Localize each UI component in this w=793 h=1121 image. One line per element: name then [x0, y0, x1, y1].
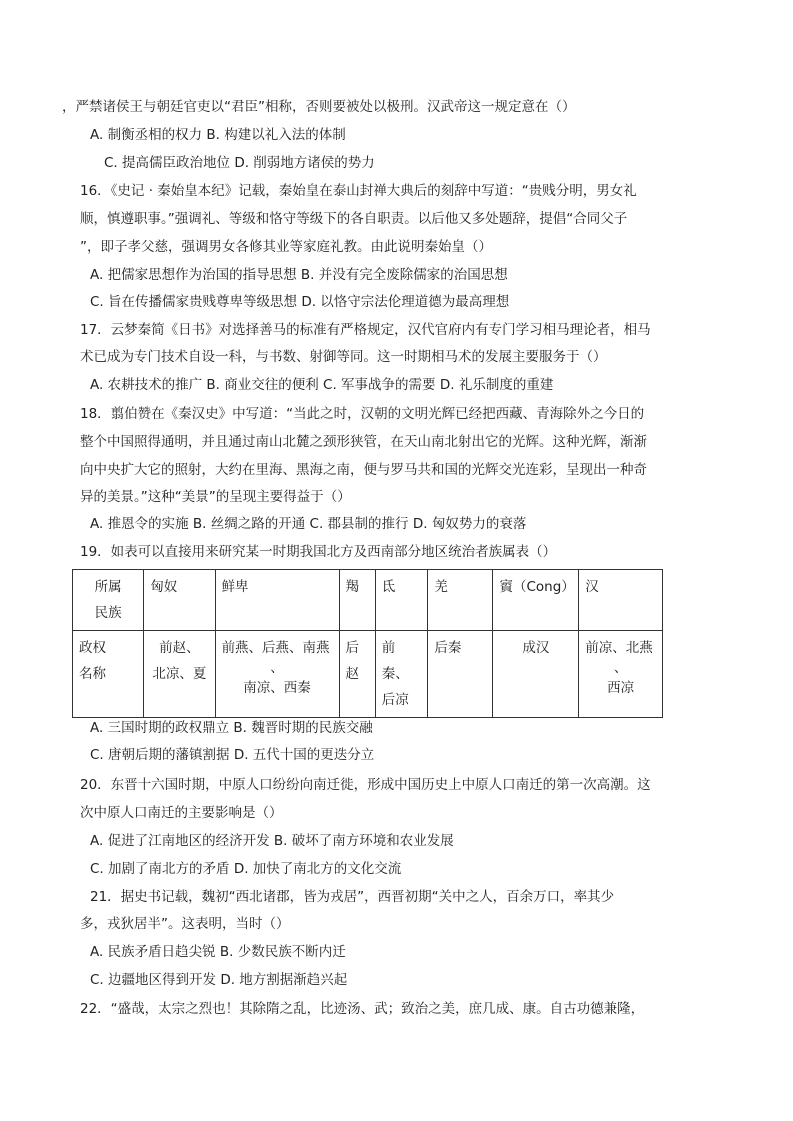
table-header-ethnicity	[73, 570, 144, 631]
q17-stem-line2: 术已成为专门技术自设一科，与书数、射御等同。这一时期相马术的发展主要服务于（）	[80, 349, 607, 365]
q19-option-a[interactable]: A. 三国时期的政权鼎立	[90, 720, 230, 736]
q20-stem-line1: 20．东晋十六国时期，中原人口纷纷向南迁徙，形成中国历史上中原人口南迁的第一次高潮。这	[80, 777, 651, 793]
cell-xiongnu: 匈奴	[144, 570, 215, 631]
cell-xiongnu-regimes	[144, 631, 215, 718]
table-row-regime	[73, 631, 663, 718]
q18-stem-line1: 18．翦伯赞在《秦汉史》中写道：“当此之时，汉朝的文明光辉已经把西藏、青海除外之今日的	[80, 406, 645, 422]
cell-han: 汉	[579, 570, 663, 631]
cell-han-regimes	[579, 631, 663, 718]
q19-options-row2	[90, 745, 374, 765]
q21-option-a[interactable]: A. 民族矛盾日趋尖锐	[90, 944, 216, 960]
regime-text: 前赵、	[159, 640, 200, 656]
header-text-2: 民族	[94, 605, 122, 621]
header-text-3: 政权	[79, 640, 106, 656]
cell-jie: 羯	[339, 570, 375, 631]
q15-options-row2	[104, 153, 375, 173]
ethnic-regime-table	[72, 569, 663, 718]
q17-option-a[interactable]: A. 农耕技术的推广	[90, 377, 203, 393]
header-text-1: 所属	[94, 579, 122, 595]
q15-option-b[interactable]: B. 构建以礼入法的体制	[206, 127, 346, 143]
cell-xianbei: 鲜卑	[215, 570, 339, 631]
q18-option-a[interactable]: A. 推恩令的实施	[90, 516, 189, 532]
q18-option-d[interactable]: D. 匈奴势力的衰落	[412, 516, 527, 532]
q18-option-c[interactable]: C. 郡县制的推行	[309, 516, 409, 532]
q17-option-c[interactable]: C. 军事战争的需要	[323, 377, 436, 393]
q21-option-b[interactable]: B. 少数民族不断内迁	[219, 944, 346, 960]
q19-stem: 19．如表可以直接用来研究某一时期我国北方及西南部分地区统治者族属表（）	[80, 544, 557, 560]
q20-options-row2	[90, 859, 401, 879]
q16-stem-line3: ”，即子孝父慈，强调男女各修其业等家庭礼教。由此说明秦始皇（）	[80, 239, 492, 255]
q16-option-c[interactable]: C. 旨在传播儒家贵贱尊卑等级思想	[90, 294, 298, 310]
q21-options-row2	[90, 970, 347, 990]
cell-xianbei-regimes	[215, 631, 339, 718]
q21-stem-line2: 多，戎狄居半”。这表明，当时（）	[80, 916, 290, 932]
q21-options-row1	[90, 942, 346, 962]
cell-cong: 賨（Cong）	[493, 570, 579, 631]
q15-option-d[interactable]: D. 削弱地方诸侯的势力	[234, 155, 375, 171]
q19-option-b[interactable]: B. 魏晋时期的民族交融	[233, 720, 373, 736]
q20-option-a[interactable]: A. 促进了江南地区的经济开发	[90, 833, 270, 849]
q20-stem-line2: 次中原人口南迁的主要影响是（）	[80, 805, 283, 821]
q18-options	[90, 514, 526, 534]
regime-text: 前凉、北燕	[585, 640, 653, 656]
q20-option-c[interactable]: C. 加剧了南北方的矛盾	[90, 861, 230, 877]
regime-text: 北凉、夏	[152, 666, 207, 682]
q19-options-row1	[90, 718, 373, 738]
regime-text: 前燕、后燕、南燕	[221, 640, 330, 656]
q16-option-d[interactable]: D. 以恪守宗法伦理道德为最高理想	[301, 294, 510, 310]
cell-jie-regimes: 后赵	[339, 631, 375, 718]
q20-options-row1	[90, 831, 454, 851]
regime-text: 西凉	[607, 680, 635, 696]
q16-options-row1	[90, 265, 508, 285]
q20-option-d[interactable]: D. 加快了南北方的文化交流	[233, 861, 402, 877]
q17-stem-line1: 17．云梦秦简《日书》对选择善马的标准有严格规定，汉代官府内有专门学习相马理论者，相马	[80, 322, 651, 338]
q17-options	[90, 375, 553, 395]
cell-qiang: 羌	[428, 570, 493, 631]
q17-option-d[interactable]: D. 礼乐制度的重建	[439, 377, 554, 393]
table-row-ethnicity	[73, 570, 663, 631]
q21-option-d[interactable]: D. 地方割据渐趋兴起	[220, 972, 348, 988]
q16-stem-line2: 顺，慎遵职事。”强调礼、等级和恪守等级下的各自职责。以后他又多处题辞，提倡“合同父子	[80, 211, 628, 227]
q18-stem-line2: 整个中国照得通明，并且通过南山北麓之颈形狭管，在天山南北射出它的光辉。这种光辉，渐渐	[80, 434, 647, 450]
q15-option-a[interactable]: A. 制衡丞相的权力	[90, 127, 203, 143]
q15-option-c[interactable]: C. 提高儒臣政治地位	[104, 155, 231, 171]
q19-option-d[interactable]: D. 五代十国的更迭分立	[233, 747, 375, 763]
q18-stem-line3: 向中央扩大它的照射，大约在里海、黑海之南，便与罗马共和国的光辉交光连彩，呈现出一种奇	[80, 462, 647, 478]
q16-option-b[interactable]: B. 并没有完全废除儒家的治国思想	[300, 267, 508, 283]
cell-di: 氐	[375, 570, 428, 631]
cell-qiang-regimes: 后秦	[428, 631, 493, 718]
q18-stem-line4: 异的美景。”这种“美景”的呈现主要得益于（）	[80, 489, 351, 505]
q20-option-b[interactable]: B. 破坏了南方环境和农业发展	[273, 833, 454, 849]
q22-stem-line1: 22．“盛哉，太宗之烈也！其除隋之乱，比迹汤、武；致治之美，庶几成、康。自古功德兼隆，	[80, 1001, 645, 1017]
regime-text: 、	[613, 660, 628, 676]
q16-option-a[interactable]: A. 把儒家思想作为治国的指导思想	[90, 267, 297, 283]
q15-options-row1	[90, 125, 346, 145]
q17-option-b[interactable]: B. 商业交往的便利	[206, 377, 319, 393]
header-text-4: 名称	[79, 666, 106, 682]
regime-text: 、	[270, 660, 284, 676]
q18-option-b[interactable]: B. 丝绸之路的开通	[192, 516, 306, 532]
q16-options-row2	[90, 292, 509, 312]
regime-text: 南凉、西秦	[243, 680, 311, 696]
regime-text: 后凉	[381, 692, 409, 708]
table-header-regime	[73, 631, 144, 718]
q16-stem-line1: 16．《史记 · 秦始皇本纪》记载，秦始皇在泰山封禅大典后的刻辞中写道：“贵贱分明，男女礼	[80, 183, 637, 199]
q21-option-c[interactable]: C. 边疆地区得到开发	[90, 972, 217, 988]
regime-text: 前秦、	[381, 640, 409, 682]
q15-stem: ，严禁诸侯王与朝廷官吏以“君臣”相称，否则要被处以极刑。汉武帝这一规定意在（）	[62, 99, 576, 115]
q21-stem-line1: 21．据史书记载，魏初“西北诸郡，皆为戎居”，西晋初期“关中之人，百余万口，率其少	[90, 889, 615, 905]
cell-di-regimes	[375, 631, 428, 718]
q19-option-c[interactable]: C. 唐朝后期的藩镇割据	[90, 747, 230, 763]
cell-cong-regimes: 成汉	[493, 631, 579, 718]
